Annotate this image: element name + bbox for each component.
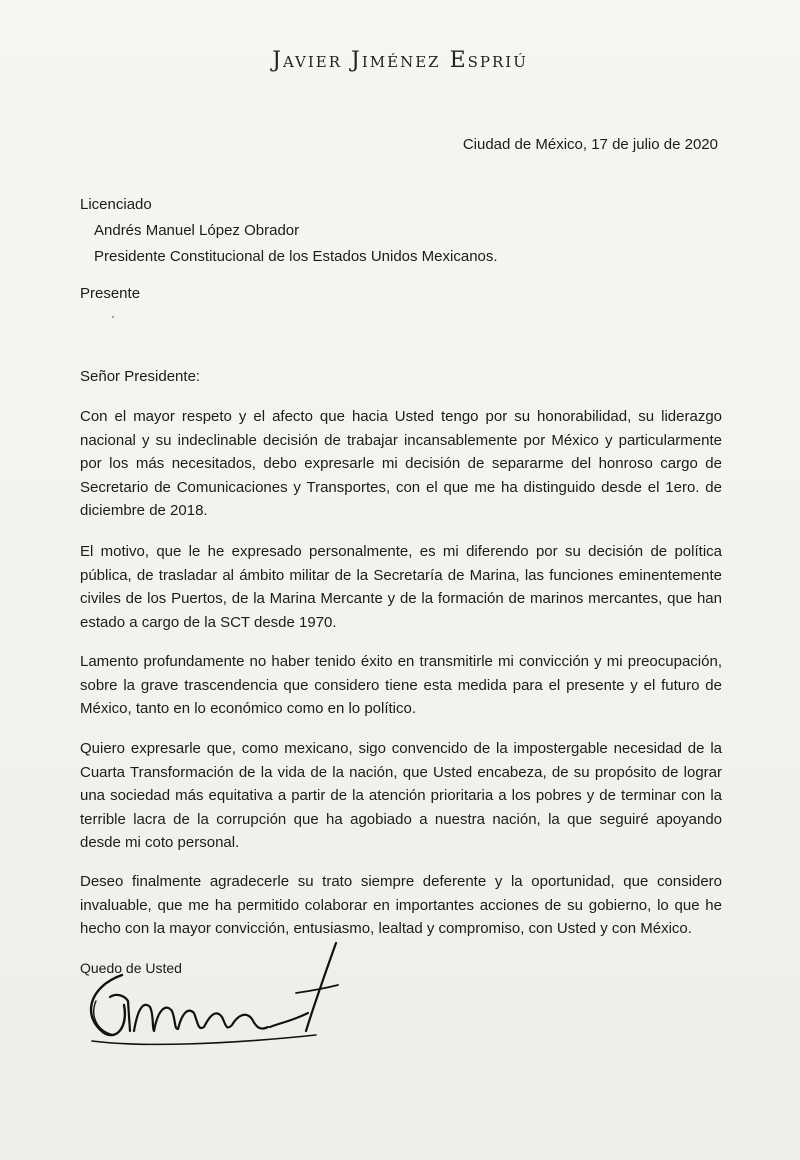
body-paragraph-5: Deseo finalmente agradecerle su trato siempre deferente y la oportunidad, que considero invaluable, que me ha permitido colaborar en importantes acciones de su gobierno, lo que he hecho con la mayor convicción, entusiasmo, lealtad y compromiso, con Usted y con México. [80, 873, 722, 938]
recipient-position: Presidente Constitucional de los Estados Unidos Mexicanos. [94, 248, 498, 265]
body-paragraph-2: El motivo, que le he expresado personalmente, es mi diferendo por su decisión de política pública, de trasladar al ámbito militar de la Secretaría de Marina, las funciones eminentemente civiles de los Puertos, de la Marina Mercante y de la formación de marinos mercantes, que han estado a cargo de la SCT desde 1970. [80, 543, 722, 631]
handwritten-signature [70, 935, 340, 1055]
letter-date: Ciudad de México, 17 de julio de 2020 [462, 136, 718, 153]
body-paragraph-1: Con el mayor respeto y el afecto que hacia Usted tengo por su honorabilidad, su liderazgo nacional y su indeclinable decisión de trabajar incansablemente por México y particularmente por los más necesitados, debo expresarle mi decisión de separarme del honroso cargo de Secretario de Comunicaciones y Transportes, con el que me ha distinguido desde el 1ero. de diciembre de 2018. [80, 408, 722, 520]
recipient-title: Licenciado [80, 196, 152, 213]
presente-line: Presente [80, 285, 141, 302]
paper-speck [112, 316, 114, 318]
body-paragraph-4: Quiero expresarle que, como mexicano, sigo convencido de la impostergable necesidad de la Cuarta Transformación de la vida de la nación, que Usted encabeza, de su propósito de lograr una sociedad más equitativa a partir de la atención prioritaria a los pobres y de terminar con la terrible lacra de la corrupción que ha agobiado a nuestra nación, la que seguiré apoyando desde mi coto personal. [80, 740, 722, 852]
salutation: Señor Presidente: [80, 368, 201, 385]
closing-line: Quedo de Usted [80, 960, 182, 976]
body-paragraph-3: Lamento profundamente no haber tenido éxito en transmitirle mi convicción y mi preocupación, sobre la grave trascendencia que considero tiene esta medida para el presente y el futuro de México, tanto en lo económico como en lo político. [80, 653, 722, 718]
recipient-block [80, 192, 498, 270]
letterhead-name: Javier Jiménez Espriú [272, 48, 528, 73]
recipient-name: Andrés Manuel López Obrador [94, 222, 300, 239]
